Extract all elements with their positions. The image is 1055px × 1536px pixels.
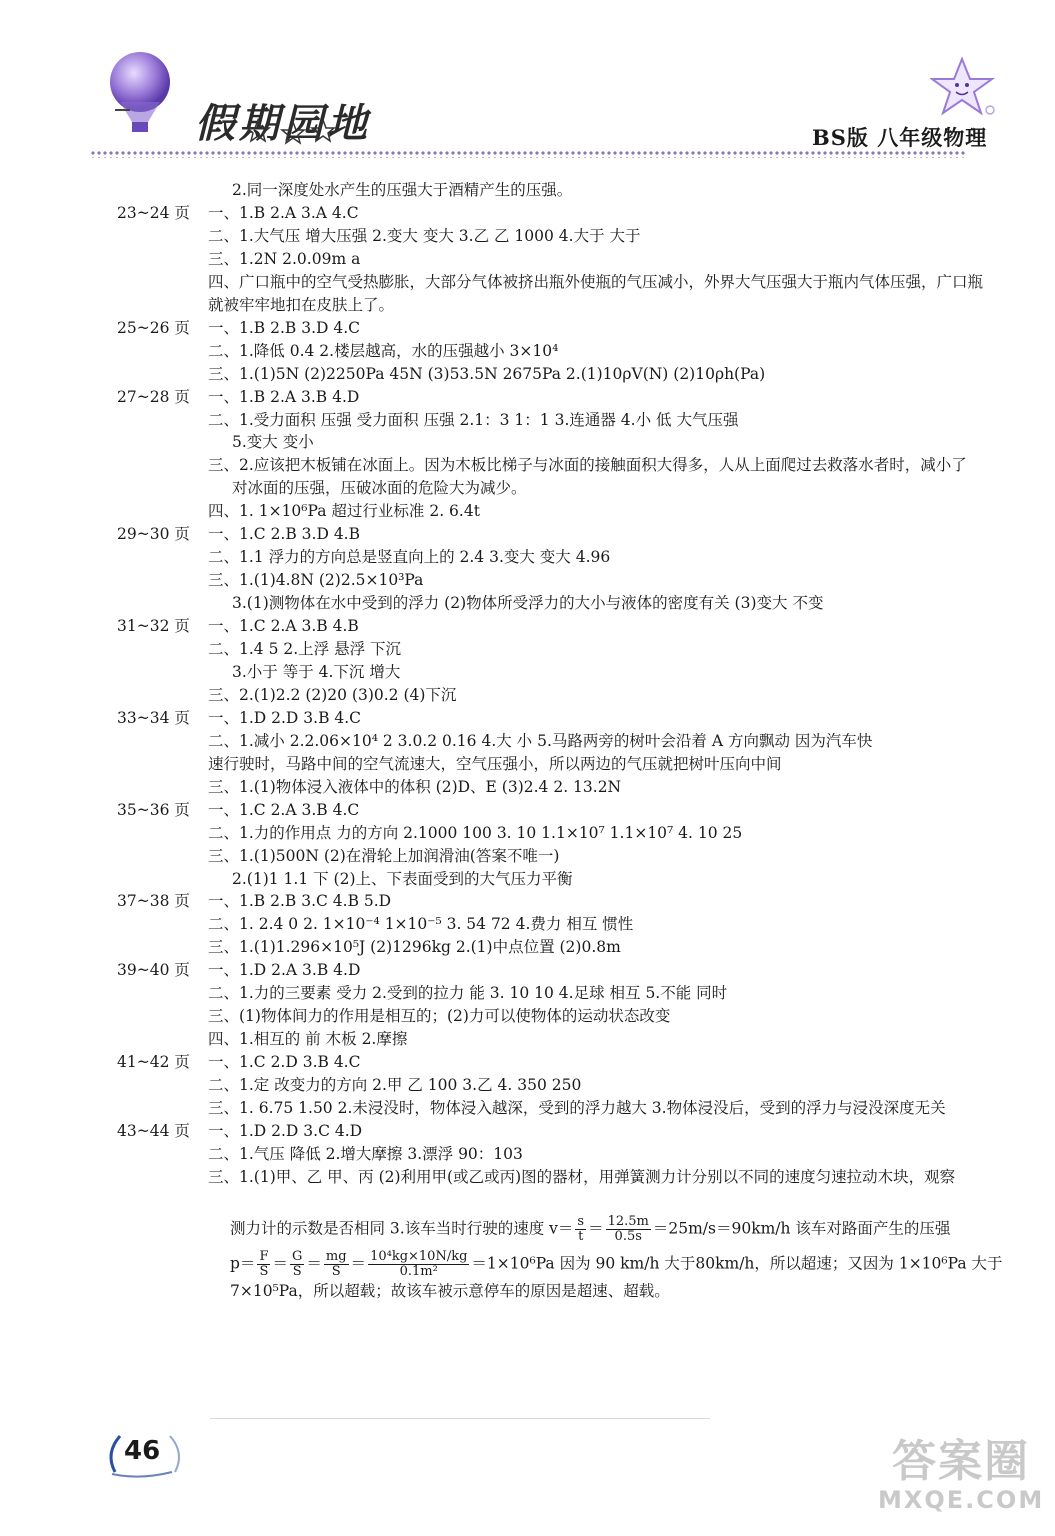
answer-text: 3.小于 等于 4.下沉 增大 [232,662,401,681]
small-stars-icon [248,118,338,148]
answer-text: 就被牢牢地扣在皮肤上了。 [208,295,395,314]
answer-text: 三、1.(1)物体浸入液体中的体积 (2)D、E (3)2.4 2. 13.2N [208,777,622,796]
answer-text: 二、1.受力面积 压强 受力面积 压强 2.1：3 1：1 3.连通器 4.小 低 大气压强 [208,410,739,429]
page-range-label: 33~34 页 [117,708,190,727]
answer-text: 三、1. 6.75 1.50 2.未浸没时，物体浸入越深，受到的浮力越大 3.物体浸没后，受到的浮力与浸没深度无关 [208,1099,946,1117]
answer-text: 一、1.B 2.A 3.A 4.C [208,203,359,222]
answer-text: 一、1.B 2.B 3.D 4.C [208,318,361,337]
footer-divider [210,1418,710,1419]
answer-text: 二、1.定 改变力的方向 2.甲 乙 100 3.乙 4. 350 250 [208,1076,582,1095]
answer-text: 二、1.1 浮力的方向总是竖直向上的 2.4 3.变大 变大 4.96 [208,548,611,567]
page-range-label: 35~36 页 [117,800,190,819]
answer-text: 三、1.(1)1.296×10⁵J (2)1296kg 2.(1)中点位置 (2)0.8m [208,938,621,957]
answer-text: 三、1.(1)500N (2)在滑轮上加润滑油(答案不唯一) [208,846,560,865]
answer-text: 二、1. 2.4 0 2. 1×10⁻⁴ 1×10⁻⁵ 3. 54 72 4.费力 相互 惯性 [208,915,634,934]
page-number: 46 [124,1436,161,1466]
answer-text: 三、1.(1)甲、乙 甲、丙 (2)利用甲(或乙或丙)图的器材，用弹簧测力计分别以不同的速度匀速拉动木块，观察 [208,1167,956,1186]
answer-text: 三、1.(1)5N (2)2250Pa 45N (3)53.5N 2675Pa 2.(1)10ρV(N) (2)10ρh(Pa) [208,364,766,383]
answer-text: 三、2.(1)2.2 (2)20 (3)0.2 (4)下沉 [208,685,457,704]
answer-text: 一、1.C 2.A 3.B 4.B [208,617,359,636]
brand-title: 假期园地 [195,101,371,147]
page-range-label: 37~38 页 [117,892,190,911]
answer-text: 二、1.力的三要素 受力 2.受到的拉力 能 3. 10 10 4.足球 相互 5.不能 同时 [208,984,728,1003]
answer-text: 四、1.相互的 前 木板 2.摩擦 [208,1030,408,1049]
answer-text: 3.(1)测物体在水中受到的浮力 (2)物体所受浮力的大小与液体的密度有关 (3)变大 不变 [232,594,824,613]
answer-text: 一、1.B 2.B 3.C 4.B 5.D [208,892,392,911]
page-range-label: 31~32 页 [117,617,190,636]
site-watermark [878,1438,1044,1514]
edition-label: BS版 八年级物理 [812,125,988,150]
answer-text: 二、1.大气压 增大压强 2.变大 变大 3.乙 乙 1000 4.大于 大于 [208,226,641,245]
answer-text: 一、1.C 2.A 3.B 4.C [208,800,360,819]
formula-text: p＝ [230,1254,256,1273]
answer-text: 2.(1)1 1.1 下 (2)上、下表面受到的大气压力平衡 [232,869,573,888]
page-range-label: 39~40 页 [117,961,190,980]
page-range-label: 43~44 页 [117,1121,190,1140]
fraction: $\frac{F}{S}$ [259,1249,269,1279]
answer-text: 二、1.4 5 2.上浮 悬浮 下沉 [208,640,402,658]
formula-text: ＝1×10⁶Pa 因为 90 km/h 大于80km/h，所以超速；又因为 1×10⁶Pa 大于 [471,1254,1003,1273]
page-range-label: 25~26 页 [117,318,190,337]
answer-text: 速行驶时，马路中间的空气流速大，空气压强小，所以两边的气压就把树叶压向中间 [208,754,782,773]
formula-text: 测力计的示数是否相同 3.该车当时行驶的速度 v＝ [230,1219,574,1238]
watermark-en: MXQE.COM [878,1486,1045,1514]
fraction: $\frac{s}{t}$ [577,1214,585,1244]
answer-text: 二、1.降低 0.4 2.楼层越高，水的压强越小 3×10⁴ [208,341,559,360]
answer-text: 一、1.C 2.B 3.D 4.B [208,525,361,544]
page-range-label: 41~42 页 [117,1053,190,1072]
smiling-star-icon [930,55,1000,125]
fraction: $\frac{mg}{S}$ [325,1249,347,1279]
answer-text: 二、1.力的作用点 力的方向 2.1000 100 3. 10 1.1×10⁷ 1.1×10⁷ 4. 10 25 [208,823,743,842]
answer-text: 2.同一深度处水产生的压强大于酒精产生的压强。 [232,181,573,199]
fraction: $\frac{\text{10⁴kg×10N/kg}}{\text{0.1m²}}$ [370,1249,468,1279]
page-range-label: 29~30 页 [117,525,190,544]
fraction: $\frac{12.5m}{0.5s}$ [607,1214,649,1244]
formula-text: 7×10⁵Pa，所以超载；故该车被示意停车的原因是超速、超载。 [230,1282,670,1300]
answer-text: 一、1.B 2.A 3.B 4.D [208,387,360,406]
answer-text: 二、1.减小 2.2.06×10⁴ 2 3.0.2 0.16 4.大 小 5.马路两旁的树叶会沿着 A 方向飘动 因为汽车快 [208,731,873,750]
hot-air-balloon-icon [100,50,180,140]
answer-text: 二、1.气压 降低 2.增大摩擦 3.漂浮 90：103 [208,1144,523,1163]
page-range-label: 27~28 页 [117,387,190,406]
answer-text: 三、1.(1)4.8N (2)2.5×10³Pa [208,571,424,590]
header-divider [90,150,965,158]
answer-text: 三、2.应该把木板铺在冰面上。因为木板比梯子与冰面的接触面积大得多，人从上面爬过去救落水者时，减小了 [208,456,967,475]
page-range-label: 23~24 页 [117,203,190,222]
fraction: $\frac{G}{S}$ [291,1249,303,1279]
answer-text: 四、1. 1×10⁶Pa 超过行业标准 2. 6.4t [208,502,480,521]
answer-text: 四、广口瓶中的空气受热膨胀，大部分气体被挤出瓶外使瓶的气压减小，外界大气压强大于瓶内气体压强，广口瓶 [208,272,984,291]
answer-text: 5.变大 变小 [232,433,314,452]
answer-text: 一、1.D 2.D 3.C 4.D [208,1121,363,1140]
watermark-cn: 答案圈 [892,1436,1031,1487]
answer-text: 三、(1)物体间力的作用是相互的；(2)力可以使物体的运动状态改变 [208,1007,671,1026]
page-header [0,0,1055,160]
formula-text: ＝25m/s＝90km/h 该车对路面产生的压强 [652,1219,951,1238]
answer-text: 三、1.2N 2.0.09m a [208,249,361,268]
answer-text: 对冰面的压强，压破冰面的危险大为减少。 [232,479,527,498]
answer-text: 一、1.D 2.A 3.B 4.D [208,961,361,980]
answer-text: 一、1.D 2.D 3.B 4.C [208,708,362,727]
answer-text: 一、1.C 2.D 3.B 4.C [208,1053,361,1072]
